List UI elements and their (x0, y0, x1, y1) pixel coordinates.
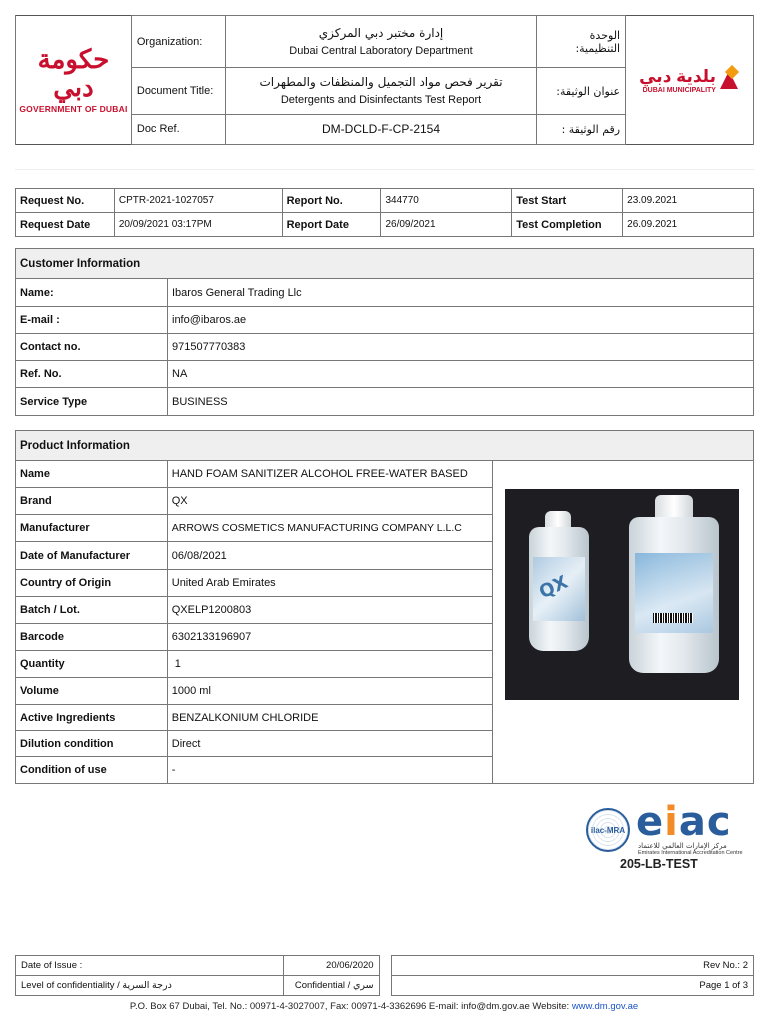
separator-line (15, 169, 754, 170)
product-manufacturer-label: Manufacturer (16, 515, 168, 542)
confidentiality-label: Level of confidentiality / درجة السرية (16, 976, 284, 996)
product-origin-value: United Arab Emirates (167, 570, 492, 597)
product-photo-cell (493, 461, 754, 784)
product-brand-value: QX (167, 488, 492, 515)
table-row (16, 461, 754, 488)
product-condition-of-use-value: - (167, 757, 492, 784)
customer-email-label: E-mail : (16, 307, 168, 334)
doc-ref-label-arabic: رقم الوثيقة : (537, 114, 626, 144)
document-header (15, 15, 754, 145)
product-manufacturer-value: ARROWS COSMETICS MANUFACTURING COMPANY L.L.C (167, 515, 492, 542)
product-dilution-label: Dilution condition (16, 731, 168, 757)
date-of-issue-label: Date of Issue : (16, 956, 284, 976)
government-of-dubai-logo (16, 16, 132, 145)
table-row (16, 279, 754, 307)
gov-logo-english: GOVERNMENT OF DUBAI (19, 104, 128, 114)
dubai-municipality-logo (626, 16, 754, 145)
revision-number: Rev No.: 2 (391, 956, 753, 976)
product-origin-label: Country of Origin (16, 570, 168, 597)
eiac-arabic-name: مركز الإمارات العالمي للاعتماد (638, 842, 727, 850)
request-no-value: CPTR-2021-1027057 (114, 189, 282, 213)
ilac-mra-text: ilac-MRA (590, 825, 626, 835)
product-barcode-label: Barcode (16, 624, 168, 651)
bottle-brand-mark: QX (535, 571, 572, 604)
confidentiality-value: Confidential / سري (283, 976, 379, 996)
product-batch-label: Batch / Lot. (16, 597, 168, 624)
eiac-english-name: Emirates International Accreditation Centre (638, 850, 743, 856)
customer-information-heading: Customer Information (16, 249, 754, 279)
test-start-value: 23.09.2021 (623, 189, 754, 213)
ilac-mra-icon (586, 808, 630, 852)
product-condition-of-use-label: Condition of use (16, 757, 168, 784)
product-quantity-label: Quantity (16, 651, 168, 678)
product-information-table (15, 430, 754, 784)
organization-value (225, 16, 536, 68)
sanitizer-bottles-photo (505, 489, 739, 700)
customer-ref-value: NA (168, 361, 754, 388)
request-date-label: Request Date (16, 213, 115, 237)
product-manufacture-date-label: Date of Manufacturer (16, 542, 168, 570)
dm-logo-arabic: بلدية دبي (639, 66, 716, 86)
table-row (16, 361, 754, 388)
test-start-label: Test Start (512, 189, 623, 213)
product-brand-label: Brand (16, 488, 168, 515)
request-no-label: Request No. (16, 189, 115, 213)
product-volume-label: Volume (16, 678, 168, 705)
request-info-table (15, 188, 754, 237)
report-date-label: Report Date (282, 213, 381, 237)
test-completion-label: Test Completion (512, 213, 623, 237)
organization-arabic: إدارة مختبر دبي المركزي (318, 25, 444, 40)
product-active-ingredients-label: Active Ingredients (16, 705, 168, 731)
table-row (16, 388, 754, 416)
organization-english: Dubai Central Laboratory Department (289, 44, 473, 57)
dm-emblem-icon (718, 67, 740, 93)
document-title-arabic: تقرير فحص مواد التجميل والمنظفات والمطهرات (259, 75, 503, 90)
customer-name-label: Name: (16, 279, 168, 307)
contact-address-text: P.O. Box 67 Dubai, Tel. No.: 00971-4-3027007, Fax: 00971-4-3362696 E-mail: info@dm.gov.ae Website: (129, 1001, 572, 1012)
eiac-wordmark: eiac (636, 799, 732, 845)
customer-service-type-label: Service Type (16, 388, 168, 416)
request-date-value: 20/09/2021 03:17PM (114, 213, 282, 237)
customer-contact-value: 971507770383 (168, 334, 754, 361)
document-title-english: Detergents and Disinfectants Test Report (280, 94, 482, 107)
date-of-issue-value: 20/06/2020 (283, 956, 379, 976)
doc-ref-label: Doc Ref. (131, 114, 225, 144)
customer-information-table (15, 248, 754, 416)
doc-ref-value: DM-DCLD-F-CP-2154 (225, 114, 536, 144)
product-name-value: HAND FOAM SANITIZER ALCOHOL FREE-WATER BASED (167, 461, 492, 488)
organization-label-arabic: الوحدة التنظيمية: (537, 16, 626, 68)
product-name-label: Name (16, 461, 168, 488)
test-completion-value: 26.09.2021 (623, 213, 754, 237)
product-batch-value: QXELP1200803 (167, 597, 492, 624)
accreditation-code: 205-LB-TEST (620, 857, 698, 871)
website-link[interactable]: www.dm.gov.ae (571, 1001, 639, 1012)
bottle-barcode-icon (653, 613, 693, 623)
report-no-value: 344770 (381, 189, 512, 213)
dm-logo-english: DUBAI MUNICIPALITY (642, 86, 716, 94)
customer-email-value: info@ibaros.ae (168, 307, 754, 334)
product-dilution-value: Direct (167, 731, 492, 757)
report-date-value: 26/09/2021 (381, 213, 512, 237)
eiac-accreditation-logo (580, 800, 756, 876)
product-quantity-value: 1 (167, 651, 492, 678)
gov-logo-arabic: حكومة دبي (37, 45, 110, 103)
product-volume-value: 1000 ml (167, 678, 492, 705)
page-number: Page 1 of 3 (391, 976, 753, 996)
document-title-value (225, 68, 536, 114)
document-footer-table (15, 955, 754, 996)
customer-service-type-value: BUSINESS (168, 388, 754, 416)
document-title-label: Document Title: (131, 68, 225, 114)
product-barcode-value: 6302133196907 (167, 624, 492, 651)
table-row (16, 307, 754, 334)
product-manufacture-date-value: 06/08/2021 (167, 542, 492, 570)
customer-contact-label: Contact no. (16, 334, 168, 361)
customer-name-value: Ibaros General Trading Llc (168, 279, 754, 307)
product-information-heading: Product Information (16, 431, 754, 461)
table-row (16, 334, 754, 361)
organization-label: Organization: (131, 16, 225, 68)
contact-address-line (0, 1001, 768, 1012)
document-title-label-arabic: عنوان الوثيقة: (537, 68, 626, 114)
report-no-label: Report No. (282, 189, 381, 213)
customer-ref-label: Ref. No. (16, 361, 168, 388)
product-active-ingredients-value: BENZALKONIUM CHLORIDE (167, 705, 492, 731)
